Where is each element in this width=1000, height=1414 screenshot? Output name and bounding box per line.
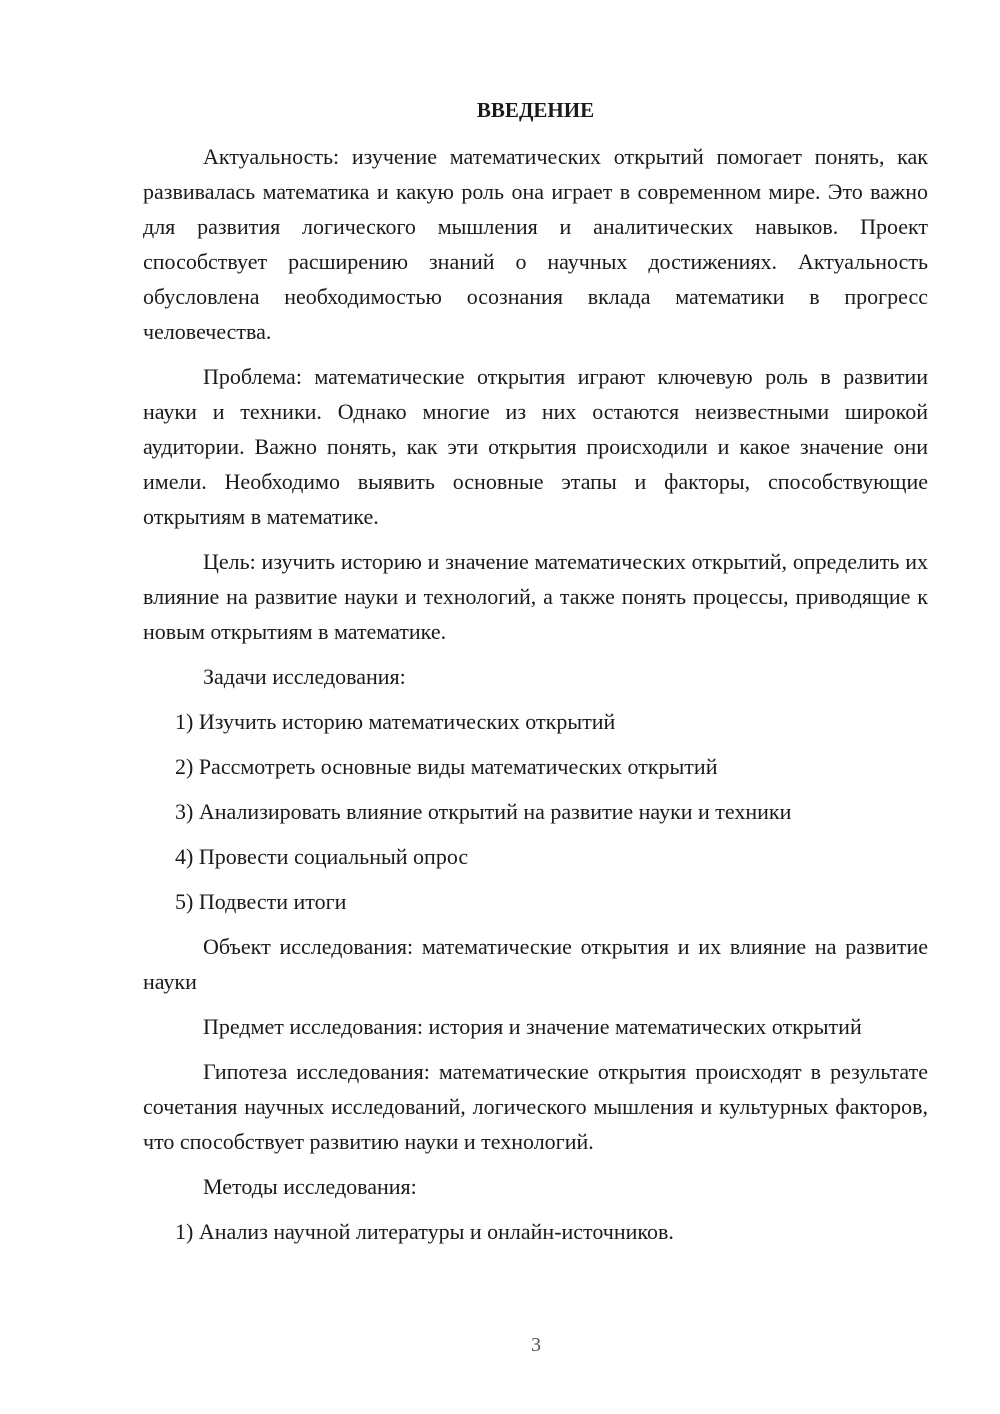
tasks-list xyxy=(143,704,928,919)
document-page xyxy=(143,95,928,1259)
page-number: 3 xyxy=(531,1334,541,1356)
hypothesis-paragraph: Гипотеза исследования: математические открытия происходят в результате сочетания научных исследований, логического мышления и культурных факторов, что способствует развитию науки и технологий. xyxy=(143,1059,928,1154)
list-item: 2) Рассмотреть основные виды математических открытий xyxy=(175,754,718,779)
list-item: 5) Подвести итоги xyxy=(175,889,347,914)
section-title: ВВЕДЕНИЕ xyxy=(476,98,595,122)
list-item: 1) Изучить историю математических открытий xyxy=(175,709,616,734)
list-item: 3) Анализировать влияние открытий на развитие науки и техники xyxy=(175,799,792,824)
methods-heading: Методы исследования: xyxy=(203,1174,417,1199)
goal-paragraph: Цель: изучить историю и значение математических открытий, определить их влияние на развитие науки и технологий, а также понять процессы, приводящие к новым открытиям в математике. xyxy=(143,549,928,644)
tasks-heading: Задачи исследования: xyxy=(203,664,406,689)
problem-paragraph: Проблема: математические открытия играют ключевую роль в развитии науки и техники. Однако многие из них остаются неизвестными широкой аудитории. Важно понять, как эти открытия происходили и какое значение они имели. Необходимо выявить основные этапы и факторы, способствующие открытиям в математике. xyxy=(143,364,928,529)
object-paragraph: Объект исследования: математические открытия и их влияние на развитие науки xyxy=(143,934,928,994)
relevance-paragraph: Актуальность: изучение математических открытий помогает понять, как развивалась математика и какую роль она играет в современном мире. Это важно для развития логического мышления и аналитических навыков. Проект способствует расширению знаний о научных достижениях. Актуальность обусловлена необходимостью осознания вклада математики в прогресс человечества. xyxy=(143,144,928,344)
list-item: 4) Провести социальный опрос xyxy=(175,844,469,869)
subject-paragraph: Предмет исследования: история и значение математических открытий xyxy=(203,1014,862,1039)
methods-list xyxy=(143,1214,928,1249)
list-item: 1) Анализ научной литературы и онлайн-источников. xyxy=(175,1219,674,1244)
